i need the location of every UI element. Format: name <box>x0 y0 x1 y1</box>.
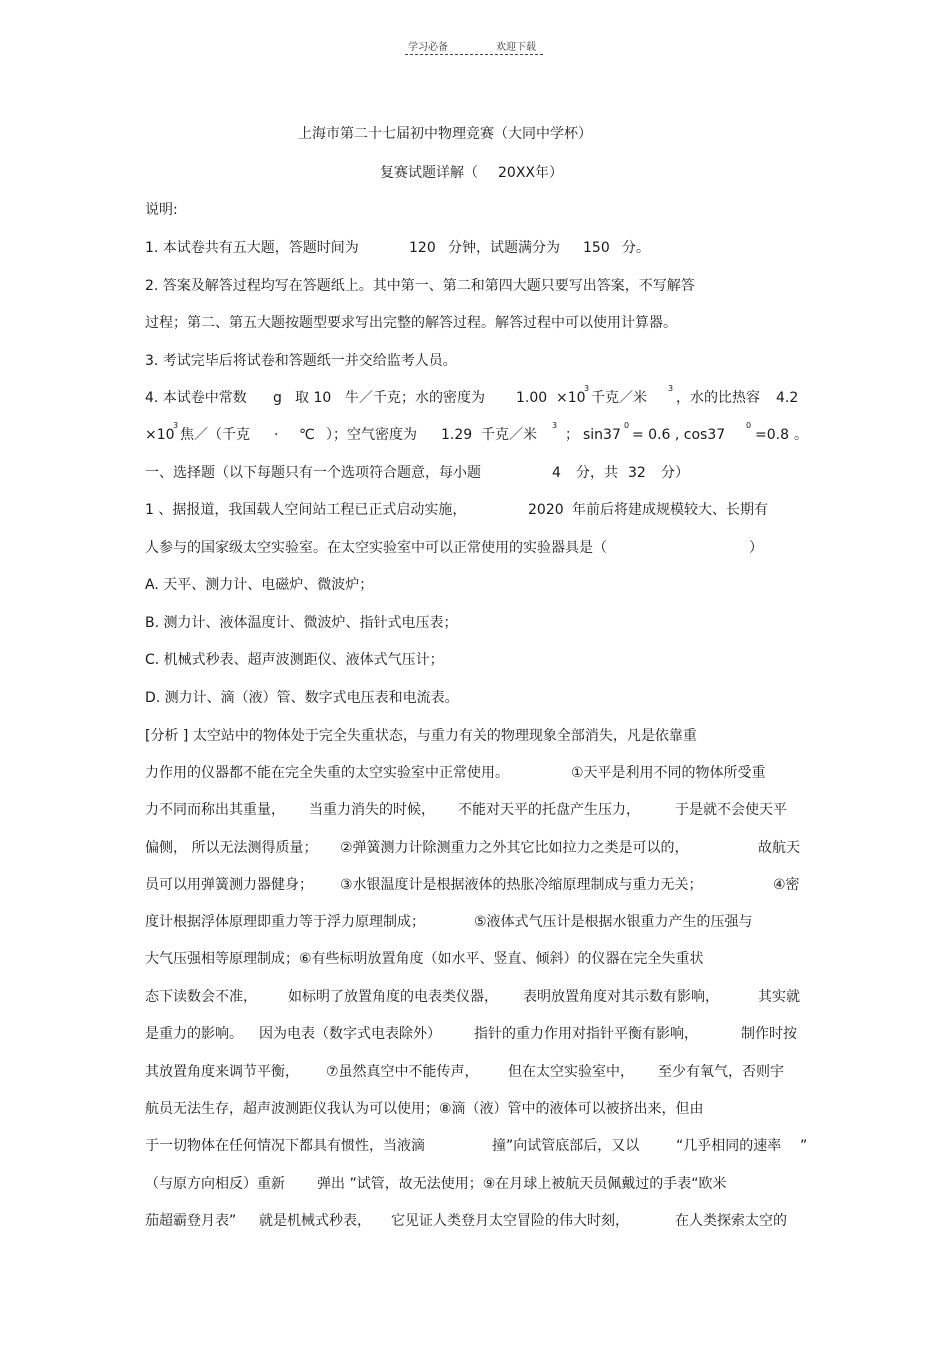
intro-label: 说明: <box>145 202 178 218</box>
rule-1-d: 150 <box>583 240 610 256</box>
rule-4-x: = 0.6 , cos37 <box>632 427 726 443</box>
analysis-line-10-d: 至少有氧气，否则宇 <box>658 1064 784 1080</box>
rule-4-s: 千克／米 <box>481 427 537 443</box>
header-left-text: 学习必备 <box>408 42 448 53</box>
rule-4-f: ×10 <box>556 390 586 406</box>
question-1-line-1-b: 2020 <box>528 502 564 518</box>
analysis-line-14-c: 它见证人类登月太空冒险的伟大时刻， <box>391 1213 629 1229</box>
rule-4-k: 4.2 <box>776 390 799 406</box>
rule-4-h: 千克／米 <box>591 390 647 406</box>
analysis-line-12-b: 撞”向试管底部后，又以 <box>492 1138 640 1154</box>
analysis-line-8-d: 其实就 <box>758 989 800 1005</box>
analysis-line-4-a: 偏侧， 所以无法测得质量； <box>145 840 318 856</box>
rule-4-v: sin37 <box>583 427 621 443</box>
rule-4-p: ℃ <box>299 427 315 443</box>
analysis-line-10-b: ⑦虽然真空中不能传声， <box>326 1064 479 1080</box>
analysis-line-12-d: ” <box>800 1138 808 1154</box>
analysis-line-3-d: 于是就不会使天平 <box>675 802 787 818</box>
analysis-line-12-c: “几乎相同的速率 <box>676 1138 782 1154</box>
question-1-line-1-a: 1 、据报道，我国载人空间站工程已正式启动实施， <box>145 502 467 518</box>
analysis-line-6-a: 度计根据浮体原理即重力等于浮力原理制成； <box>145 914 425 930</box>
page-subtitle-a: 复赛试题详解（ <box>380 165 478 181</box>
rule-2-line-1: 2. 答案及解答过程均写在答题纸上。其中第一、第二和第四大题只要写出答案，不写解答 <box>145 278 695 294</box>
rule-4-end: 。 <box>794 427 808 443</box>
rule-1-b: 120 <box>409 240 436 256</box>
analysis-line-11: 航员无法生存，超声波测距仪我认为可以使用；⑧滴（液）管中的液体可以被挤出来，但由 <box>145 1101 704 1117</box>
option-a: A. 天平、测力计、电磁炉、微波炉； <box>145 577 374 593</box>
analysis-line-9-c: 指针的重力作用对指针平衡有影响， <box>474 1026 698 1042</box>
rule-4-d: 牛／千克；水的密度为 <box>345 390 485 406</box>
rule-4-l: ×10 <box>145 427 175 443</box>
header-divider <box>405 54 543 55</box>
analysis-line-14-a: 茄超霸登月表” <box>145 1213 237 1229</box>
rule-4-o: · <box>274 427 279 443</box>
analysis-line-9-b: 因为电表（数字式电表除外） <box>259 1026 441 1042</box>
analysis-line-8-a: 态下读数会不准， <box>145 989 257 1005</box>
rule-2-line-2: 过程；第二、第五大题按题型要求写出完整的解答过程。解答过程中可以使用计算器。 <box>145 315 677 331</box>
rule-3: 3. 考试完毕后将试卷和答题纸一并交给监考人员。 <box>145 353 457 369</box>
section-1-d: 32 <box>628 465 646 481</box>
analysis-line-5-b: ③水银温度计是根据液体的热胀冷缩原理制成与重力无关； <box>340 877 703 893</box>
option-d: D. 测力计、滴（液）管、数字式电压表和电流表。 <box>145 690 459 706</box>
rule-4-w-sup: 0 <box>624 421 630 430</box>
page-title: 上海市第二十七届初中物理竞赛（大同中学杯） <box>298 126 592 142</box>
analysis-line-13-a: （与原方向相反）重新 <box>145 1176 285 1192</box>
analysis-line-5-c: ④密 <box>773 877 800 893</box>
option-b: B. 测力计、液体温度计、微波炉、指针式电压表； <box>145 615 458 631</box>
analysis-line-12-a: 于一切物体在任何情况下都具有惯性，当液滴 <box>145 1138 425 1154</box>
header-right-text: 欢迎下载 <box>496 42 536 53</box>
analysis-line-10-c: 但在太空实验室中， <box>508 1064 634 1080</box>
section-1-b: 4 <box>552 465 561 481</box>
rule-4-c: 取 10 <box>295 390 332 406</box>
page-subtitle-b: 20XX年） <box>498 165 563 181</box>
analysis-line-9-d: 制作时按 <box>741 1026 797 1042</box>
rule-4-y-sup: 0 <box>746 421 752 430</box>
analysis-line-10-a: 其放置角度来调节平衡， <box>145 1064 299 1080</box>
rule-4-n: 焦／（千克 <box>180 427 250 443</box>
analysis-line-2-b: ①天平是利用不同的物体所受重 <box>571 765 766 781</box>
rule-4-i-sup: 3 <box>668 384 674 393</box>
analysis-line-8-c: 表明放置角度对其示数有影响， <box>523 989 719 1005</box>
rule-4-q: ）；空气密度为 <box>326 427 417 443</box>
analysis-line-9-a: 是重力的影响。 <box>145 1026 243 1042</box>
question-1-line-2-a: 人参与的国家级太空实验室。在太空实验室中可以正常使用的实验器具是（ <box>145 540 607 556</box>
rule-4-a: 4. 本试卷中常数 <box>145 390 247 406</box>
analysis-line-6-b: ⑤液体式气压计是根据水银重力产生的压强与 <box>474 914 753 930</box>
question-1-line-2-b: ） <box>749 540 763 556</box>
rule-4-b: g <box>273 390 282 406</box>
section-1-e: 分） <box>661 465 689 481</box>
analysis-line-3-c: 不能对天平的托盘产生压力， <box>458 802 640 818</box>
analysis-line-1: [分析 ] 太空站中的物体处于完全失重状态，与重力有关的物理现象全部消失，凡是依靠重 <box>145 728 697 744</box>
option-c: C. 机械式秒表、超声波测距仪、液体式气压计； <box>145 652 444 668</box>
analysis-line-13-b: 弹出 ”试管，故无法使用；⑨在月球上被航天员佩戴过的手表“欧米 <box>317 1176 727 1192</box>
section-1-a: 一、选择题（以下每题只有一个选项符合题意，每小题 <box>145 465 481 481</box>
analysis-line-4-b: ②弹簧测力计除测重力之外其它比如拉力之类是可以的， <box>340 840 689 856</box>
analysis-line-14-b: 就是机械式秒表， <box>259 1213 371 1229</box>
rule-1-e: 分。 <box>622 240 650 256</box>
analysis-line-5-a: 员可以用弹簧测力器健身； <box>145 877 313 893</box>
rule-1-c: 分钟，试题满分为 <box>448 240 560 256</box>
rule-4-j: ，水的比热容 <box>676 390 760 406</box>
analysis-line-4-c: 故航天 <box>758 840 800 856</box>
rule-1-a: 1. 本试卷共有五大题，答题时间为 <box>145 240 359 256</box>
rule-4-z: =0.8 <box>755 427 789 443</box>
analysis-line-2-a: 力作用的仪器都不能在完全失重的太空实验室中正常使用。 <box>145 765 509 781</box>
rule-4-e: 1.00 <box>516 390 548 406</box>
section-1-c: 分，共 <box>576 465 618 481</box>
rule-4-u: ； <box>565 427 579 443</box>
analysis-line-3-a: 力不同而称出其重量， <box>145 802 285 818</box>
question-1-line-1-c: 年前后将建成规模较大、长期有 <box>572 502 768 518</box>
analysis-line-7: 大气压强相等原理制成；⑥有些标明放置角度（如水平、竖直、倾斜）的仪器在完全失重状 <box>145 951 704 967</box>
rule-4-g-sup: 3 <box>584 384 590 393</box>
analysis-line-14-d: 在人类探索太空的 <box>675 1213 787 1229</box>
rule-4-t-sup: 3 <box>552 421 558 430</box>
rule-4-r: 1.29 <box>441 427 473 443</box>
analysis-line-8-b: 如标明了放置角度的电表类仪器， <box>288 989 498 1005</box>
rule-4-m-sup: 3 <box>173 421 179 430</box>
analysis-line-3-b: 当重力消失的时候， <box>309 802 435 818</box>
